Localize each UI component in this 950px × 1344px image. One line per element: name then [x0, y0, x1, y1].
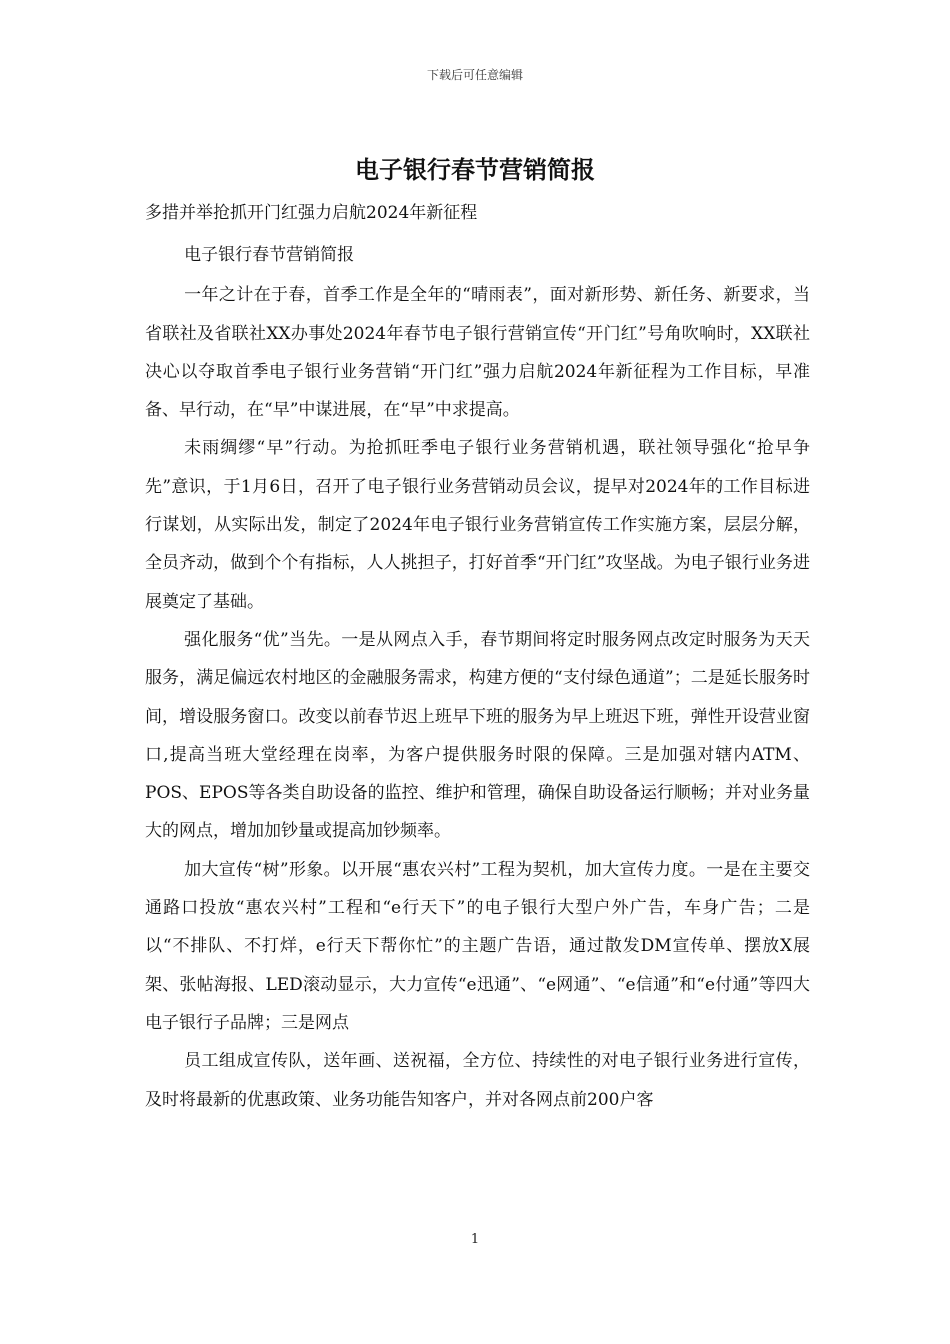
paragraph-publicity: 加大宣传“树”形象。以开展“惠农兴村”工程为契机，加大宣传力度。一是在主要交通路口投放“惠农兴村”工程和“e行天下”的电子银行大型户外广告，车身广告；二是以“不排队、不打烊，e行天下帮你忙”的主题广告语，通过散发DM宣传单、摆放X展架、张帖海报、LED滚动显示，大力宣传“e迅通”、“e网通”、“e信通”和“e付通”等四大电子银行子品牌；三是网点	[145, 859, 810, 1033]
page-header-note: 下载后可任意编辑	[426, 68, 523, 82]
paragraph-repeat-title: 电子银行春节营销简报	[184, 245, 355, 265]
paragraph-early-action: 未雨绸缪“早”行动。为抢抓旺季电子银行业务营销机遇，联社领导强化“抢早争先”意识，于1月6日，召开了电子银行业务营销动员会议，提早对2024年的工作目标进行谋划，从实际出发，制定了2024年电子银行业务营销宣传工作实施方案，层层分解，全员齐动，做到个个有指标，人人挑担子，打好首季“开门红”攻坚战。为电子银行业务进展奠定了基础。	[145, 438, 810, 612]
document-body	[145, 195, 810, 1119]
page-number: 1	[470, 1232, 480, 1247]
document-subtitle: 多措并举抢抓开门红强力启航2024年新征程	[145, 203, 478, 223]
paragraph-staff-team: 员工组成宣传队，送年画、送祝福，全方位、持续性的对电子银行业务进行宣传，及时将最新的优惠政策、业务功能告知客户，并对各网点前200户客	[145, 1051, 810, 1110]
paragraph-service: 强化服务“优”当先。一是从网点入手，春节期间将定时服务网点改定时服务为天天服务，满足偏远农村地区的金融服务需求，构建方便的“支付绿色通道”；二是延长服务时间，增设服务窗口。改变以前春节迟上班早下班的服务为早上班迟下班，弹性开设营业窗口,提高当班大堂经理在岗率，为客户提供服务时限的保障。三是加强对辖内ATM、POS、EPOS等各类自助设备的监控、维护和管理，确保自助设备运行顺畅；并对业务量大的网点，增加加钞量或提高加钞频率。	[145, 629, 810, 842]
paragraph-intro: 一年之计在于春，首季工作是全年的“晴雨表”，面对新形势、新任务、新要求，当省联社及省联社XX办事处2024年春节电子银行营销宣传“开门红”号角吹响时，XX联社决心以夺取首季电子银行业务营销“开门红”强力启航2024年新征程为工作目标，早准备、早行动，在“早”中谋进展，在“早”中求提高。	[145, 285, 810, 421]
page-title: 电子银行春节营销简报	[355, 155, 595, 184]
